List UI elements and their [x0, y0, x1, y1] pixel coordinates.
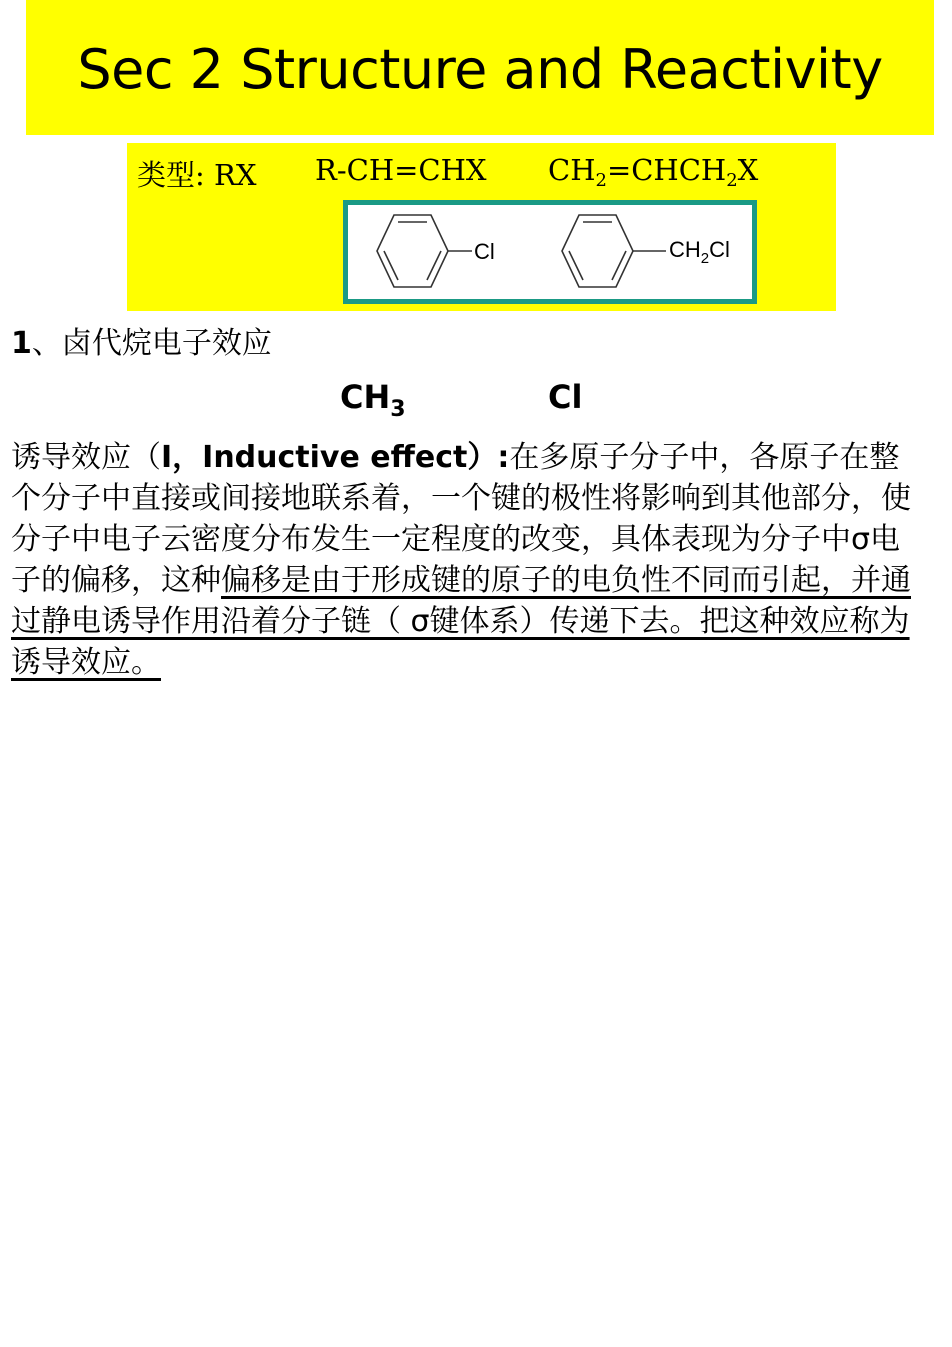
- allyl-sub-1: 2: [595, 170, 607, 191]
- section-title: 、卤代烷电子效应: [31, 326, 272, 361]
- benzyl-label-sub: 2: [700, 250, 710, 267]
- double-bond-2c: [612, 251, 626, 280]
- benzene-ring-1: [377, 215, 448, 287]
- halide-types-panel: [127, 143, 836, 311]
- inductive-effect-paragraph: [11, 437, 921, 683]
- chlorobenzene-cl-label: Cl: [474, 239, 495, 264]
- type-vinyl-halide: R-CH=CHX: [315, 153, 487, 187]
- chlorobenzene-structure: [377, 215, 472, 287]
- allyl-part-1: CH: [548, 153, 596, 187]
- formula-ch3: [340, 378, 406, 422]
- section-heading: [11, 318, 272, 362]
- benzyl-chloride-label: [669, 237, 730, 267]
- allyl-part-3: X: [737, 153, 759, 187]
- paragraph-underlined: 偏移是由于形成键的原子的电负性不同而引起，并通过静电诱导作用沿着分子链（ σ键体系）传递下去。把这种效应称为诱导效应。: [11, 563, 911, 680]
- formula-row: [0, 378, 952, 424]
- double-bond-1c: [427, 251, 441, 280]
- double-bond-1b: [384, 251, 398, 280]
- ch3-sub: 3: [390, 397, 406, 422]
- page-title: Sec 2 Structure and Reactivity: [77, 38, 883, 101]
- benzyl-label-part-2: Cl: [709, 237, 730, 262]
- benzene-ring-2: [562, 215, 633, 287]
- allyl-sub-2: 2: [726, 170, 738, 191]
- type-rx: 类型: RX: [137, 158, 257, 192]
- double-bond-2b: [569, 251, 583, 280]
- type-allyl-halide: [548, 153, 758, 191]
- benzyl-chloride-structure: [562, 215, 666, 287]
- allyl-part-2: =CHCH: [606, 153, 727, 187]
- section-number: 1: [11, 326, 32, 361]
- benzyl-label-part-1: CH: [669, 237, 701, 262]
- paragraph-body: 在多原子分子中，各原子在整个分子中直接或间接地联系着，一个键的极性将影响到其他部分，使分子中电子云密度分布发生一定程度的改变，具体表现为分子中σ电子的偏移，这种: [11, 440, 911, 598]
- formula-cl: Cl: [548, 378, 583, 416]
- halide-types-row: [127, 153, 836, 193]
- structure-box: [343, 200, 757, 304]
- title-banner: [26, 0, 934, 135]
- paragraph-term-bold: I，Inductive effect）:: [161, 440, 510, 475]
- structures-svg: [348, 205, 752, 299]
- paragraph-term: 诱导效应（: [11, 440, 161, 475]
- ch3-base: CH: [340, 378, 391, 416]
